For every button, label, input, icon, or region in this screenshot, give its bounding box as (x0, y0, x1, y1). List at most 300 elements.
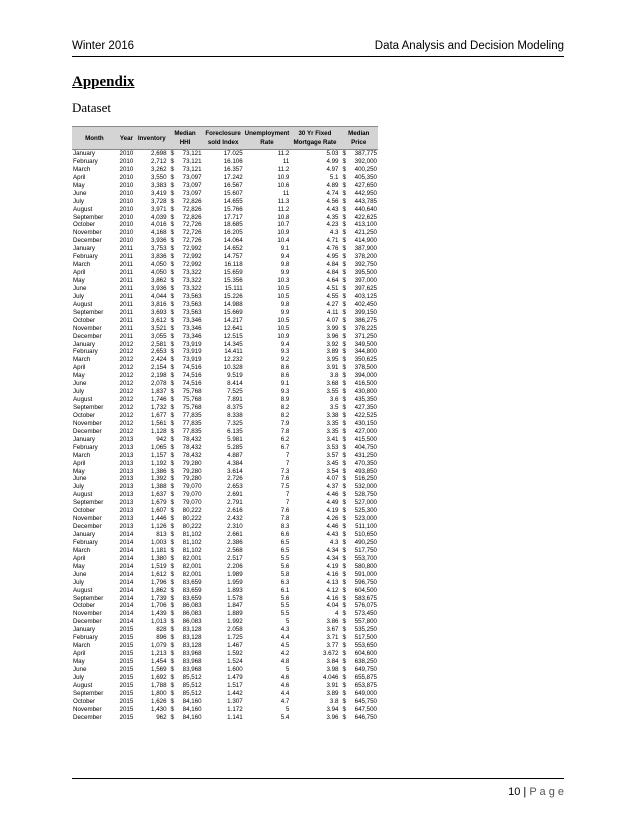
cell-year: 2014 (119, 618, 134, 626)
cell-median-price: $ 523,000 (342, 515, 377, 523)
cell-mortgage: 4.84 (326, 269, 339, 277)
cell-mortgage: 4.04 (326, 602, 339, 610)
cell-unemployment: 4.7 (280, 697, 290, 705)
cell-year: 2011 (119, 261, 134, 269)
cell-foreclosure: 17.025 (223, 150, 243, 158)
cell-unemployment: 4.6 (280, 681, 290, 689)
table-row (72, 682, 378, 690)
cell-mortgage: 4.64 (326, 277, 339, 285)
median-hhi-value: 77,835 (182, 419, 202, 427)
cell-year: 2015 (119, 713, 134, 721)
median-price-value: 431,250 (354, 451, 377, 459)
cell-mortgage: 4.99 (326, 157, 339, 165)
cell-median-hhi: $ 80,222 (170, 507, 202, 515)
cell-month: January (73, 340, 96, 348)
cell-median-price: $ 413,100 (342, 221, 377, 229)
cell-foreclosure: 1.442 (227, 689, 243, 697)
cell-mortgage: 3.68 (326, 380, 339, 388)
cell-mortgage: 4.76 (326, 245, 339, 253)
cell-month: April (73, 554, 86, 562)
cell-foreclosure: 1.893 (227, 586, 243, 594)
table-row (72, 420, 378, 428)
median-price-value: 344,800 (354, 348, 377, 356)
table-row (72, 380, 378, 388)
header-rule (72, 56, 564, 57)
cell-unemployment: 8.2 (280, 404, 290, 412)
cell-unemployment: 9.1 (280, 245, 290, 253)
median-hhi-value: 79,280 (182, 459, 202, 467)
median-price-value: 532,000 (354, 483, 377, 491)
cell-median-hhi: $ 72,726 (170, 237, 202, 245)
cell-median-price: $ 591,000 (342, 570, 377, 578)
table-row (72, 460, 378, 468)
cell-year: 2010 (119, 229, 134, 237)
table-row (72, 301, 378, 309)
cell-month: January (73, 245, 96, 253)
cell-unemployment: 4.4 (280, 634, 290, 642)
cell-median-price: $ 349,500 (342, 340, 377, 348)
cell-month: July (73, 673, 85, 681)
table-row (72, 150, 378, 158)
cell-unemployment: 4.8 (280, 658, 290, 666)
cell-median-price: $ 397,625 (342, 284, 377, 292)
table-row (72, 269, 378, 277)
table-row (72, 198, 378, 206)
cell-month: November (73, 419, 102, 427)
median-hhi-value: 83,968 (182, 650, 202, 658)
cell-unemployment: 7.5 (280, 483, 290, 491)
cell-median-hhi: $ 73,919 (170, 340, 202, 348)
table-row (72, 325, 378, 333)
cell-inventory: 3,693 (151, 308, 167, 316)
cell-year: 2014 (119, 586, 134, 594)
cell-year: 2013 (119, 467, 134, 475)
cell-median-price: $ 647,500 (342, 705, 377, 713)
median-hhi-value: 72,826 (182, 197, 202, 205)
cell-year: 2011 (119, 308, 134, 316)
cell-median-price: $ 422,525 (342, 411, 377, 419)
median-price-value: 517,750 (354, 546, 377, 554)
median-price-value: 392,000 (354, 157, 377, 165)
cell-year: 2013 (119, 491, 134, 499)
cell-foreclosure: 2.432 (227, 515, 243, 523)
cell-month: December (73, 523, 102, 531)
table-row (72, 690, 378, 698)
cell-median-hhi: $ 83,659 (170, 586, 202, 594)
cell-foreclosure: 1.307 (227, 697, 243, 705)
col-foreclosure: Foreclosure sold Index (203, 127, 244, 150)
cell-foreclosure: 4.887 (227, 451, 243, 459)
cell-foreclosure: 2.206 (227, 562, 243, 570)
cell-month: January (73, 626, 96, 634)
cell-mortgage: 4.23 (326, 221, 339, 229)
cell-median-price: $ 427,650 (342, 181, 377, 189)
cell-inventory: 942 (156, 435, 167, 443)
cell-median-price: $ 392,750 (342, 261, 377, 269)
cell-month: February (73, 253, 98, 261)
cell-median-hhi: $ 80,222 (170, 515, 202, 523)
cell-foreclosure: 1.524 (227, 658, 243, 666)
cell-median-hhi: $ 83,968 (170, 658, 202, 666)
page-footer (508, 786, 564, 798)
cell-median-hhi: $ 83,128 (170, 642, 202, 650)
cell-median-price: $ 553,650 (342, 642, 377, 650)
cell-foreclosure: 2.616 (227, 507, 243, 515)
cell-unemployment: 11 (282, 157, 290, 165)
cell-year: 2013 (119, 443, 134, 451)
cell-mortgage: 4.56 (326, 197, 339, 205)
cell-mortgage: 3.92 (326, 340, 339, 348)
table-row (72, 166, 378, 174)
cell-median-price: $ 493,850 (342, 467, 377, 475)
table-row (72, 317, 378, 325)
cell-inventory: 813 (156, 531, 167, 539)
cell-month: March (73, 356, 91, 364)
cell-unemployment: 11 (282, 189, 290, 197)
cell-month: June (73, 570, 87, 578)
cell-year: 2013 (119, 435, 134, 443)
median-price-value: 604,500 (354, 586, 377, 594)
median-price-value: 403,125 (354, 292, 377, 300)
cell-mortgage: 4.37 (326, 483, 339, 491)
median-price-value: 511,100 (355, 523, 377, 531)
cell-foreclosure: 2.310 (227, 523, 243, 531)
cell-inventory: 3,753 (151, 245, 167, 253)
table-row (72, 452, 378, 460)
cell-median-price: $ 470,350 (342, 459, 377, 467)
cell-mortgage: 3.672 (323, 650, 339, 658)
cell-mortgage: 4.3 (329, 229, 339, 237)
cell-unemployment: 8.6 (280, 372, 290, 380)
median-hhi-value: 83,128 (182, 626, 202, 634)
table-row (72, 571, 378, 579)
cell-mortgage: 4.55 (326, 292, 339, 300)
median-hhi-value: 77,835 (182, 411, 202, 419)
median-price-value: 583,675 (354, 594, 377, 602)
table-row (72, 372, 378, 380)
table-row (72, 563, 378, 571)
cell-foreclosure: 15.111 (224, 284, 243, 292)
col-month: Month (72, 127, 117, 150)
cell-inventory: 3,836 (151, 253, 167, 261)
cell-median-price: $ 649,000 (342, 689, 377, 697)
appendix-heading: Appendix (72, 74, 135, 90)
cell-inventory: 1,213 (151, 650, 167, 658)
cell-mortgage: 5.1 (329, 173, 339, 181)
cell-median-hhi: $ 72,992 (170, 261, 202, 269)
table-row (72, 642, 378, 650)
cell-month: August (73, 491, 93, 499)
cell-unemployment: 11.2 (277, 150, 290, 158)
cell-unemployment: 9.8 (280, 261, 290, 269)
cell-year: 2010 (119, 165, 134, 173)
cell-foreclosure: 2.661 (227, 531, 243, 539)
median-price-value: 649,000 (354, 689, 377, 697)
median-price-value: 649,750 (354, 665, 377, 673)
cell-inventory: 2,424 (151, 356, 167, 364)
cell-foreclosure: 14.064 (223, 237, 243, 245)
cell-inventory: 3,419 (151, 189, 167, 197)
cell-foreclosure: 14.411 (224, 348, 243, 356)
median-price-value: 394,000 (354, 372, 377, 380)
cell-month: September (73, 499, 104, 507)
cell-median-hhi: $ 83,968 (170, 650, 202, 658)
cell-year: 2010 (119, 157, 134, 165)
cell-median-hhi: $ 79,070 (170, 499, 202, 507)
cell-median-hhi: $ 84,160 (170, 697, 202, 705)
col-median-price: Median Price (340, 127, 379, 150)
cell-median-price: $ 344,800 (342, 348, 377, 356)
cell-unemployment: 10.5 (277, 284, 290, 292)
cell-mortgage: 3.89 (326, 689, 339, 697)
cell-year: 2012 (119, 427, 134, 435)
table-row (72, 158, 378, 166)
cell-mortgage: 3.84 (326, 658, 339, 666)
col-median-hhi: Median HHI (168, 127, 203, 150)
cell-median-price: $ 399,150 (342, 308, 377, 316)
cell-median-price: $ 638,250 (342, 658, 377, 666)
cell-inventory: 4,039 (151, 213, 167, 221)
cell-mortgage: 4.43 (326, 205, 339, 213)
median-price-value: 416,500 (354, 380, 377, 388)
cell-inventory: 896 (156, 634, 167, 642)
cell-median-hhi: $ 73,322 (170, 284, 202, 292)
median-hhi-value: 80,222 (182, 515, 202, 523)
cell-foreclosure: 1.578 (227, 594, 243, 602)
cell-month: July (73, 388, 85, 396)
cell-month: May (73, 562, 85, 570)
cell-year: 2012 (119, 404, 134, 412)
median-price-value: 523,000 (354, 515, 377, 523)
cell-foreclosure: 1.992 (227, 618, 243, 626)
cell-median-hhi: $ 79,280 (170, 467, 202, 475)
median-hhi-value: 75,768 (182, 404, 202, 412)
cell-foreclosure: 10.328 (223, 364, 243, 372)
median-hhi-value: 80,222 (182, 507, 202, 515)
cell-month: January (73, 150, 96, 158)
median-hhi-value: 86,083 (182, 602, 202, 610)
median-hhi-value: 73,346 (182, 332, 202, 340)
cell-month: December (73, 237, 102, 245)
cell-inventory: 1,706 (151, 602, 167, 610)
table-row (72, 396, 378, 404)
cell-month: August (73, 205, 93, 213)
cell-year: 2011 (119, 324, 134, 332)
cell-unemployment: 9.9 (280, 308, 290, 316)
table-row (72, 341, 378, 349)
cell-year: 2010 (119, 197, 134, 205)
cell-year: 2014 (119, 531, 134, 539)
cell-median-price: $ 580,800 (342, 562, 377, 570)
cell-mortgage: 3.98 (326, 665, 339, 673)
cell-median-price: $ 528,750 (342, 491, 377, 499)
cell-median-hhi: $ 83,128 (170, 626, 202, 634)
median-price-value: 427,350 (354, 404, 377, 412)
cell-month: November (73, 705, 102, 713)
cell-foreclosure: 9.519 (227, 372, 243, 380)
cell-median-price: $ 517,500 (342, 634, 377, 642)
cell-median-hhi: $ 78,432 (170, 443, 202, 451)
cell-year: 2015 (119, 705, 134, 713)
cell-foreclosure: 1.172 (227, 705, 243, 713)
cell-median-price: $ 431,250 (342, 451, 377, 459)
cell-median-price: $ 653,875 (342, 681, 377, 689)
cell-foreclosure: 2.058 (227, 626, 243, 634)
cell-median-price: $ 404,750 (342, 443, 377, 451)
cell-foreclosure: 1.989 (227, 570, 243, 578)
median-price-value: 378,200 (354, 253, 377, 261)
cell-inventory: 3,816 (151, 300, 167, 308)
median-hhi-value: 83,128 (182, 634, 202, 642)
cell-inventory: 1,446 (151, 515, 167, 523)
table-row (72, 610, 378, 618)
cell-month: December (73, 427, 102, 435)
cell-inventory: 3,550 (151, 173, 167, 181)
cell-unemployment: 10.3 (277, 277, 290, 285)
median-hhi-value: 73,097 (182, 189, 202, 197)
median-hhi-value: 85,512 (182, 689, 202, 697)
cell-month: September (73, 213, 104, 221)
cell-foreclosure: 8.375 (227, 404, 243, 412)
cell-foreclosure: 4.384 (227, 459, 243, 467)
table-row (72, 499, 378, 507)
median-price-value: 430,800 (354, 388, 377, 396)
cell-foreclosure: 2.568 (227, 546, 243, 554)
cell-inventory: 1,677 (151, 411, 167, 419)
cell-median-price: $ 532,000 (342, 483, 377, 491)
cell-unemployment: 8.2 (280, 411, 290, 419)
cell-unemployment: 9.3 (280, 388, 290, 396)
median-price-value: 440,640 (354, 205, 377, 213)
cell-mortgage: 4.13 (326, 578, 339, 586)
cell-year: 2015 (119, 689, 134, 697)
cell-median-hhi: $ 85,512 (170, 681, 202, 689)
cell-month: October (73, 697, 96, 705)
cell-unemployment: 5.4 (280, 713, 290, 721)
cell-month: December (73, 618, 102, 626)
table-row (72, 412, 378, 420)
cell-foreclosure: 18.685 (223, 221, 243, 229)
median-price-value: 387,775 (354, 150, 377, 158)
cell-inventory: 3,728 (151, 197, 167, 205)
cell-year: 2015 (119, 650, 134, 658)
cell-year: 2013 (119, 499, 134, 507)
cell-inventory: 1,157 (151, 451, 167, 459)
cell-foreclosure: 16.106 (223, 157, 243, 165)
cell-month: October (73, 411, 96, 419)
cell-mortgage: 3.99 (326, 324, 339, 332)
cell-unemployment: 5 (285, 705, 290, 713)
median-hhi-value: 84,160 (182, 705, 202, 713)
cell-unemployment: 7.9 (280, 419, 290, 427)
cell-unemployment: 7 (285, 459, 290, 467)
cell-year: 2013 (119, 451, 134, 459)
table-row (72, 507, 378, 515)
cell-unemployment: 11.3 (277, 197, 290, 205)
cell-mortgage: 4.07 (326, 475, 339, 483)
median-price-value: 413,100 (354, 221, 377, 229)
table-row (72, 436, 378, 444)
cell-year: 2015 (119, 673, 134, 681)
table-row (72, 174, 378, 182)
cell-foreclosure: 1.479 (227, 673, 243, 681)
cell-foreclosure: 15.766 (223, 205, 243, 213)
col-mortgage: 30 Yr Fixed Mortgage Rate (290, 127, 339, 150)
median-price-value: 604,600 (354, 650, 377, 658)
median-price-value: 527,000 (354, 499, 377, 507)
cell-inventory: 1,796 (151, 578, 167, 586)
cell-mortgage: 4.34 (326, 546, 339, 554)
cell-inventory: 2,712 (151, 157, 167, 165)
cell-mortgage: 4.95 (326, 253, 339, 261)
median-price-value: 557,800 (354, 618, 377, 626)
cell-median-hhi: $ 79,280 (170, 459, 202, 467)
cell-median-hhi: $ 84,160 (170, 713, 202, 721)
median-hhi-value: 86,083 (182, 618, 202, 626)
median-hhi-value: 72,726 (182, 237, 202, 245)
cell-median-hhi: $ 72,726 (170, 221, 202, 229)
table-row (72, 182, 378, 190)
table-row (72, 348, 378, 356)
cell-mortgage: 4.19 (326, 507, 339, 515)
cell-median-price: $ 553,700 (342, 554, 377, 562)
cell-foreclosure: 1.592 (227, 650, 243, 658)
median-hhi-value: 73,097 (182, 173, 202, 181)
cell-foreclosure: 2.386 (227, 538, 243, 546)
cell-median-price: $ 527,000 (342, 499, 377, 507)
cell-median-price: $ 414,900 (342, 237, 377, 245)
cell-median-price: $ 422,625 (342, 213, 377, 221)
cell-unemployment: 5.6 (280, 562, 290, 570)
cell-year: 2013 (119, 523, 134, 531)
table-row (72, 428, 378, 436)
cell-median-hhi: $ 75,768 (170, 396, 202, 404)
cell-unemployment: 10.6 (277, 181, 290, 189)
cell-median-hhi: $ 74,516 (170, 380, 202, 388)
cell-median-hhi: $ 83,128 (170, 634, 202, 642)
cell-year: 2014 (119, 602, 134, 610)
header-title: Data Analysis and Decision Modeling (374, 40, 564, 52)
cell-mortgage: 3.95 (326, 356, 339, 364)
cell-inventory: 1,392 (151, 475, 167, 483)
cell-inventory: 1,388 (151, 483, 167, 491)
median-hhi-value: 72,726 (182, 229, 202, 237)
cell-foreclosure: 1.467 (227, 642, 243, 650)
cell-mortgage: 4.34 (326, 554, 339, 562)
cell-year: 2014 (119, 562, 134, 570)
cell-median-price: $ 525,300 (342, 507, 377, 515)
cell-month: June (73, 665, 87, 673)
cell-year: 2014 (119, 610, 134, 618)
footer-rule (72, 778, 564, 779)
median-price-value: 414,900 (354, 237, 377, 245)
median-hhi-value: 74,516 (182, 364, 202, 372)
cell-mortgage: 3.35 (326, 419, 339, 427)
cell-inventory: 1,003 (151, 538, 167, 546)
median-price-value: 646,750 (354, 713, 377, 721)
median-price-value: 591,000 (354, 570, 377, 578)
cell-foreclosure: 15.356 (223, 277, 243, 285)
cell-foreclosure: 15.659 (223, 269, 243, 277)
cell-year: 2010 (119, 173, 134, 181)
table-row (72, 595, 378, 603)
table-row (72, 658, 378, 666)
page-separator: | (523, 786, 527, 798)
table-row (72, 539, 378, 547)
cell-median-hhi: $ 73,121 (170, 165, 202, 173)
cell-inventory: 1,519 (151, 562, 167, 570)
table-row (72, 404, 378, 412)
